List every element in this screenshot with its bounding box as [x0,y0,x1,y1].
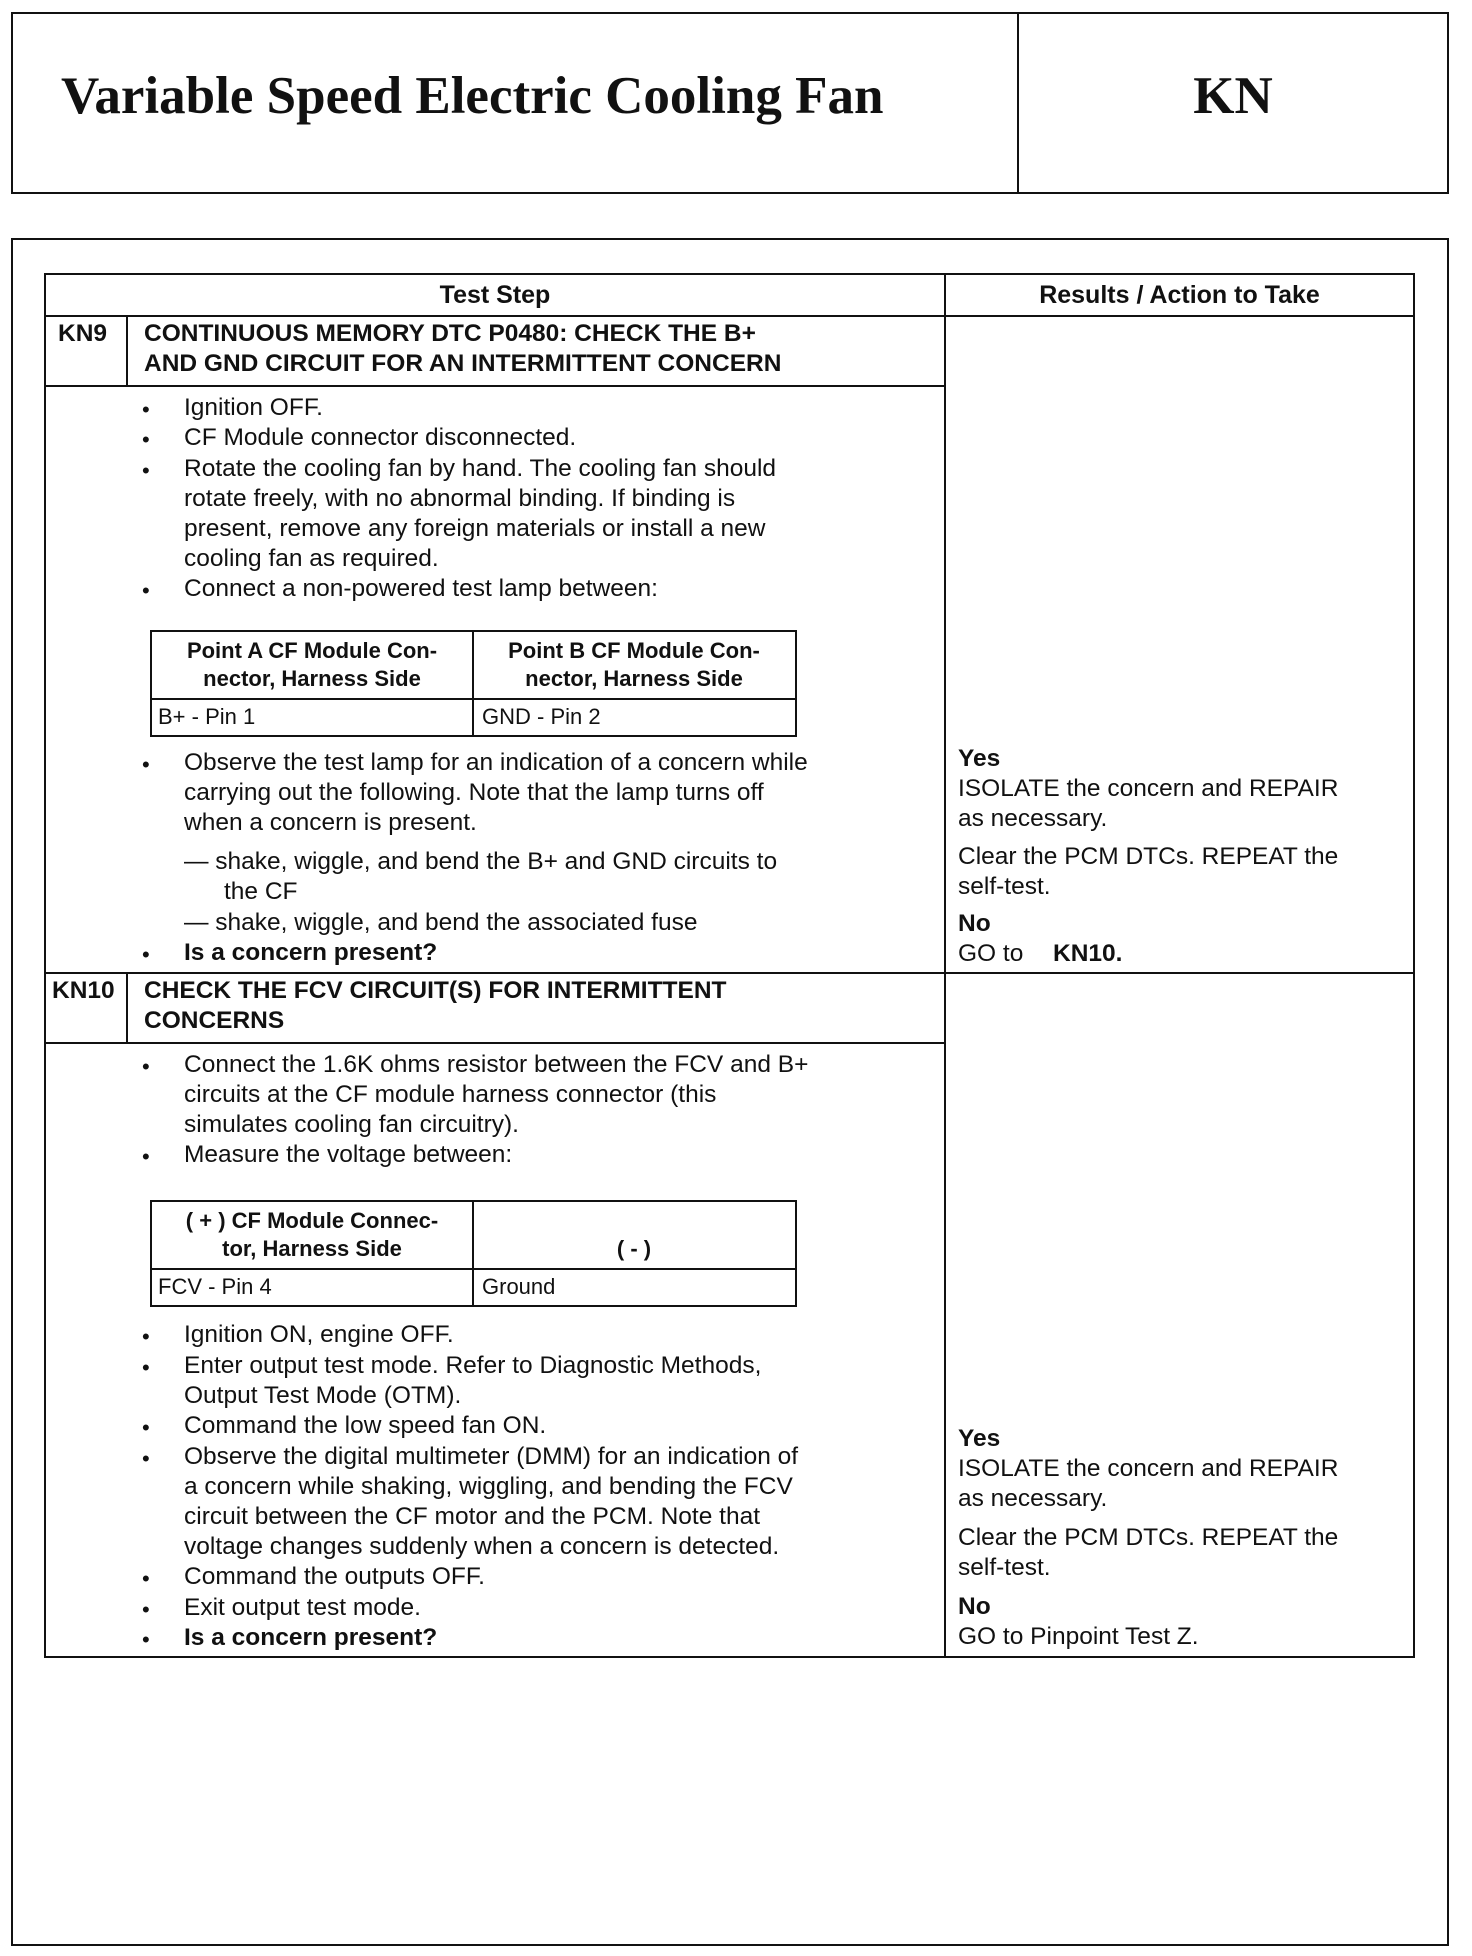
bullet: • [142,942,150,967]
step-text: Enter output test mode. Refer to Diagnostic Methods, [184,1352,762,1379]
bullet: • [142,1627,150,1652]
bullet: • [142,1415,150,1440]
bullet: • [142,397,150,422]
step-id: KN9 [58,320,108,347]
bullet: • [142,1144,150,1169]
sub-step-text: — shake, wiggle, and bend the associated fuse [184,909,698,936]
subtable-header: nector, Harness Side [525,666,743,691]
step-text: Ignition OFF. [184,394,323,421]
result-yes-label: Yes [958,745,1001,772]
connection-table [150,630,797,737]
result-no-label: No [958,910,991,937]
step-text: Observe the test lamp for an indication of a concern while [184,749,808,776]
step-text: a concern while shaking, wiggling, and bending the FCV [184,1473,793,1500]
bullet: • [142,1566,150,1591]
step-text: voltage changes suddenly when a concern is detected. [184,1533,780,1560]
step-text: Exit output test mode. [184,1594,421,1621]
result-link-pinpoint-z[interactable]: GO to Pinpoint Test Z. [958,1623,1199,1650]
step-text: rotate freely, with no abnormal binding. If binding is [184,485,736,512]
subtable-cell: Ground [482,1274,556,1299]
bullet: • [142,1355,150,1380]
step-text: carrying out the following. Note that the lamp turns off [184,779,764,806]
step-text: when a concern is present. [184,809,477,836]
sub-step-text: — shake, wiggle, and bend the B+ and GND circuits to [184,848,778,875]
subtable-cell: FCV - Pin 4 [158,1274,272,1299]
bullet: • [142,1054,150,1079]
step-row-divider [46,972,1413,974]
subtable-header: ( - ) [616,1236,652,1261]
section-code: KN [1193,67,1273,125]
bullet: • [142,1597,150,1622]
step-text: present, remove any foreign materials or install a new [184,515,766,542]
step-title: CONTINUOUS MEMORY DTC P0480: CHECK THE B+ [144,320,756,347]
result-text: ISOLATE the concern and REPAIR [958,775,1339,802]
bullet: • [142,458,150,483]
subtable-cell: GND - Pin 2 [482,704,601,729]
step-text: circuit between the CF motor and the PCM. Note that [184,1503,761,1530]
step-text: cooling fan as required. [184,545,439,572]
step-text: circuits at the CF module harness connector (this [184,1081,717,1108]
result-text: Clear the PCM DTCs. REPEAT the [958,1524,1339,1551]
measurement-table [150,1200,797,1307]
subtable-header: Point A CF Module Con- [186,638,438,663]
header-row-divider [46,315,1413,317]
step-id: KN10 [52,977,115,1004]
page-title: Variable Speed Electric Cooling Fan [61,67,884,125]
step-title: AND GND CIRCUIT FOR AN INTERMITTENT CONCERN [144,350,782,377]
step-text: Measure the voltage between: [184,1141,513,1168]
result-yes-label: Yes [958,1425,1001,1452]
step-text: Command the low speed fan ON. [184,1412,547,1439]
bullet: • [142,578,150,603]
result-text: self-test. [958,1554,1051,1581]
step-text: Connect the 1.6K ohms resistor between the FCV and B+ [184,1051,809,1078]
step-question: Is a concern present? [184,1624,438,1651]
step-id-divider [126,315,128,387]
step-text: Command the outputs OFF. [184,1563,485,1590]
subtable-header: tor, Harness Side [222,1236,402,1261]
result-text: GO to [958,940,1024,967]
result-no-label: No [958,1593,991,1620]
column-header-results: Results / Action to Take [1039,281,1320,309]
subtable-cell: B+ - Pin 1 [158,704,256,729]
result-text: Clear the PCM DTCs. REPEAT the [958,843,1339,870]
step-title: CONCERNS [144,1007,285,1034]
bullet: • [142,1446,150,1471]
subtable-header: ( + ) CF Module Connec- [185,1208,439,1233]
subtable-header: Point B CF Module Con- [508,638,760,663]
header-box [11,12,1449,194]
sub-step-text: the CF [224,878,298,905]
subtable-divider [152,698,795,700]
step-text: CF Module connector disconnected. [184,424,577,451]
column-divider [944,275,946,1656]
diagnostic-table [44,273,1415,1658]
step-text: Connect a non-powered test lamp between: [184,575,658,602]
step-text: simulates cooling fan circuitry). [184,1111,519,1138]
step-text: Ignition ON, engine OFF. [184,1321,454,1348]
step-question: Is a concern present? [184,939,438,966]
bullet: • [142,752,150,777]
step-title-divider [46,385,126,387]
result-text: self-test. [958,873,1051,900]
step-text: Observe the digital multimeter (DMM) for an indication of [184,1443,799,1470]
column-header-test-step: Test Step [439,281,551,309]
subtable-header: nector, Harness Side [203,666,421,691]
subtable-divider [152,1268,795,1270]
step-title-divider [126,385,944,387]
step-text: Output Test Mode (OTM). [184,1382,462,1409]
bullet: • [142,427,150,452]
step-title-divider [46,1042,944,1044]
step-id-divider [126,972,128,1044]
result-text: ISOLATE the concern and REPAIR [958,1455,1339,1482]
result-link-kn10[interactable]: KN10. [1053,940,1123,967]
step-title: CHECK THE FCV CIRCUIT(S) FOR INTERMITTENT [144,977,727,1004]
step-text: Rotate the cooling fan by hand. The cooling fan should [184,455,777,482]
result-text: as necessary. [958,805,1108,832]
bullet: • [142,1324,150,1349]
result-text: as necessary. [958,1485,1108,1512]
